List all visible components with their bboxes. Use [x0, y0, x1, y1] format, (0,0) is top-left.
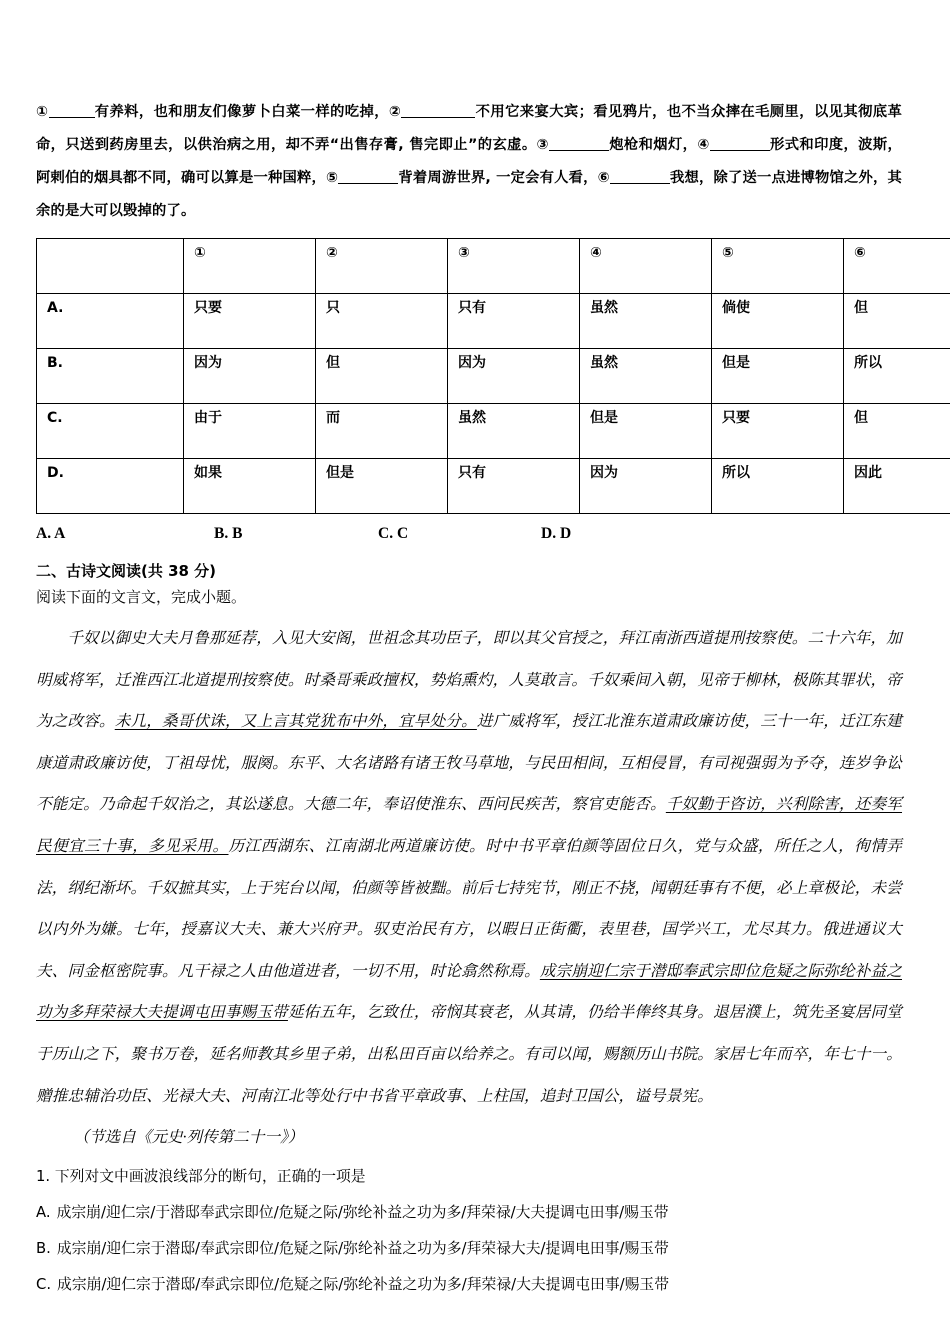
cloze-text-1: 有养料，也和朋友们像萝卜白菜一样的吃掉，② [94, 104, 402, 120]
passage-wavy-underline: 成宗崩迎仁宗于潜邸奉武宗即位危疑之际弥纶补益之功为多拜荣禄大夫提调屯田事赐玉带 [36, 962, 902, 1022]
table-header-cell-3: ③ [448, 239, 580, 294]
cloze-blank-4[interactable] [710, 136, 770, 151]
cell-b-4: 虽然 [580, 349, 712, 404]
table-row [37, 349, 950, 404]
cloze-text-6: 形式和印度，波斯，阿剌伯的烟具都不同，确可以算是一种国粹， [36, 137, 903, 186]
cell-d-1: 如果 [184, 459, 316, 514]
choice-a-label: A. [36, 1204, 51, 1222]
section-2-subheading: 阅读下面的文言文，完成小题。 [36, 588, 247, 606]
choice-a-text: 成宗崩/迎仁宗/于潜邸奉武宗即位/危疑之际/弥纶补益之功为多/拜荣禄/大夫提调屯田事/赐玉带 [56, 1204, 669, 1222]
connectives-options-table [36, 238, 950, 514]
table-header-cell-5: ⑤ [712, 239, 844, 294]
cell-d-3: 只有 [448, 459, 580, 514]
passage-segment-1: 千奴以御史大夫月鲁那延荐，入见大安阁，世祖念其功臣子，即以其父官授之，拜江南浙西道提刑按察使。二十六年，加明威将军，迁淮西江北道提刑按察使。时桑哥乘政擅权，势焰熏灼，人莫敢言。千奴乘间入朝，见帝于柳林，极陈其罪状，帝为之改容。 [36, 630, 902, 731]
cell-a-3: 只有 [448, 294, 580, 349]
question-1-choice-a[interactable] [36, 1195, 902, 1231]
cloze-blank-1[interactable] [49, 103, 95, 118]
cloze-marker-4: ④ [697, 137, 710, 153]
table-row [37, 459, 950, 514]
cell-d-5: 所以 [712, 459, 844, 514]
passage-segment-3: 历江西湖东、江南湖北两道廉访使。时中书平章伯颜等固位日久，党与众盛，所任之人，徇情弄法，纲纪渐坏。千奴摭其实，上于宪台以闻，伯颜等皆被黜。前后七持宪节，刚正不挠，闻朝廷事有不便，必上章极论，未尝以内外为嫌。七年，授嘉议大夫、兼大兴府尹。驭吏治民有方，以暇日正街衢，表里巷，国学兴工，尤尽其力。俄进通议大夫、同金枢密院事。凡干禄之人由他道进者，一切不用，时论翕然称焉。 [36, 837, 902, 980]
answer-choice-c[interactable]: C. C [378, 525, 409, 542]
cloze-text-4: 的玄虚。③ [477, 137, 550, 153]
section-2-heading: 二、古诗文阅读(共 38 分) [36, 562, 217, 580]
question-1-number: 1. [36, 1168, 51, 1186]
cell-b-3: 因为 [448, 349, 580, 404]
choice-b-label: B. [36, 1240, 51, 1258]
cell-a-2: 只 [316, 294, 448, 349]
table-header-cell-0 [37, 239, 184, 294]
cloze-text-7: 背着周游世界, 一定会有人看， [398, 170, 598, 186]
cell-a-6: 但 [844, 294, 950, 349]
cell-b-1: 因为 [184, 349, 316, 404]
cloze-blank-5[interactable] [338, 169, 398, 184]
cell-d-2: 但是 [316, 459, 448, 514]
cell-d-4: 因为 [580, 459, 712, 514]
passage-underline-1: 未几，桑哥伏诛，又上言其党犹布中外，宜早处分。 [114, 713, 477, 731]
cloze-marker-6: ⑥ [597, 170, 610, 186]
table-row [37, 404, 950, 459]
row-label-d: D. [37, 459, 184, 514]
cloze-text-2: 不用它来宴大宾；看见鸦片，也不当众摔在毛厕里， [475, 104, 814, 120]
answer-choice-b[interactable]: B. B [214, 525, 243, 542]
passage-segment-2: 进广威将军，授江北淮东道肃政廉访使，三十一年，迁江东建康道肃政廉访使，丁祖母忧，服阕。东平、大名诸路有诸王牧马草地，与民田相间，互相侵冒，有司视强弱为予夺，连岁争讼不能定。乃命起千奴治之，其讼遂息。大德二年，奉诏使淮东、西问民疾苦，察官吏能否。 [36, 713, 902, 814]
cloze-blank-6[interactable] [610, 169, 670, 184]
row-label-a: A. [37, 294, 184, 349]
answer-choice-d[interactable]: D. D [541, 525, 572, 542]
cell-a-5: 倘使 [712, 294, 844, 349]
answer-choice-a[interactable]: A. A [36, 525, 66, 542]
cloze-text-3: 以见其彻底革命，只送到药房里去，以供治病之用，却不弄 [36, 104, 902, 153]
passage-source: （节选自《元史·列传第二十一》） [73, 1129, 304, 1147]
classical-passage [36, 618, 902, 1117]
passage-underline-2: 千奴勤于咨访，兴利除害，还奏军民便宜三十事，多见采用。 [36, 796, 903, 855]
cell-d-6: 因此 [844, 459, 950, 514]
cell-c-4: 但是 [580, 404, 712, 459]
cloze-paragraph [36, 96, 902, 228]
cloze-text-8: 我想，除了送一点进博物馆之外，其余的是大可以毁掉的了。 [36, 170, 902, 219]
cell-b-6: 所以 [844, 349, 950, 404]
table-header-cell-2: ② [316, 239, 448, 294]
choice-b-text: 成宗崩/迎仁宗于潜邸/奉武宗即位/危疑之际/弥纶补益之功为多/拜荣禄大夫/提调电田事/赐玉带 [56, 1240, 669, 1258]
cell-a-4: 虽然 [580, 294, 712, 349]
row-label-b: B. [37, 349, 184, 404]
cloze-blank-3[interactable] [549, 136, 609, 151]
question-1-stem [36, 1159, 902, 1195]
page-content [36, 96, 902, 1303]
cell-a-1: 只要 [184, 294, 316, 349]
cloze-blank-2[interactable] [401, 103, 475, 118]
cloze-quote: “出售存膏, 售完即止” [329, 137, 478, 153]
passage-segment-4: 延佑五年，乞致仕，帝悯其衰老，从其请，仍给半俸终其身。退居濮上，筑先圣宴居同堂于历山之下，聚书万卷，延名师教其乡里子弟，出私田百亩以给养之。有司以闻，赐额历山书院。家居七年而卒，年七十一。赠推忠辅治功臣、光禄大夫、河南江北等处行中书省平章政事、上柱国，追封卫国公，谥号景宪。 [36, 1004, 902, 1105]
cloze-marker-1: ① [36, 104, 49, 120]
choice-c-text: 成宗崩/迎仁宗于潜邸/奉武宗即位/危疑之际/弥纶补益之功为多/拜荣禄/大夫提调屯田事/赐玉带 [57, 1276, 670, 1294]
cell-b-2: 但 [316, 349, 448, 404]
cell-b-5: 但是 [712, 349, 844, 404]
question-1-choice-c[interactable] [36, 1267, 902, 1303]
cell-c-3: 虽然 [448, 404, 580, 459]
table-row [37, 294, 950, 349]
answer-choices-row [36, 523, 902, 545]
cloze-text-5: 炮枪和烟灯， [609, 137, 698, 153]
question-1-choice-b[interactable] [36, 1231, 902, 1267]
cell-c-5: 只要 [712, 404, 844, 459]
table-header-cell-6: ⑥ [844, 239, 950, 294]
cloze-marker-5: ⑤ [326, 170, 339, 186]
row-label-c: C. [37, 404, 184, 459]
choice-c-label: C. [36, 1276, 52, 1294]
table-header-cell-4: ④ [580, 239, 712, 294]
question-1-text: 下列对文中画波浪线部分的断句，正确的一项是 [54, 1168, 366, 1186]
cell-c-1: 由于 [184, 404, 316, 459]
cell-c-6: 但 [844, 404, 950, 459]
cell-c-2: 而 [316, 404, 448, 459]
table-header-cell-1: ① [184, 239, 316, 294]
table-header-row [37, 239, 950, 294]
